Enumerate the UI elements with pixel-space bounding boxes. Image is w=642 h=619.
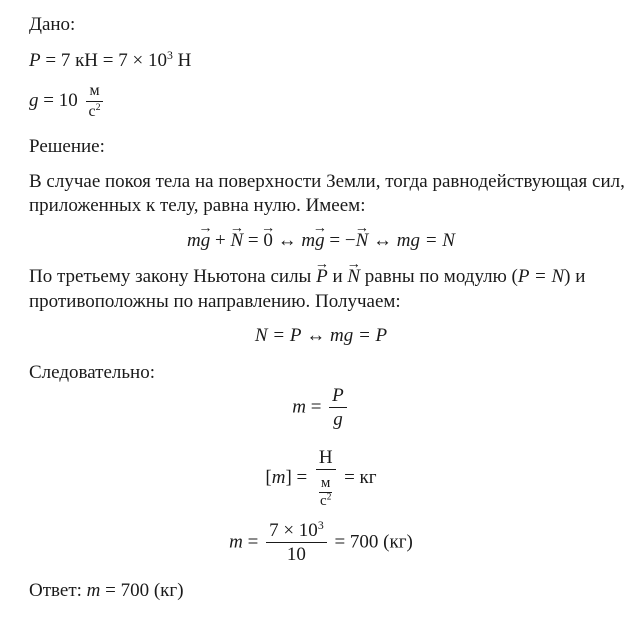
vector-g-2: → g [315,230,325,252]
vector-g: → g [201,230,211,252]
gravity-unit-denominator: $с^2$ [88,101,101,120]
weight-exponent: 3 [166,48,173,62]
solution-heading: Решение: [29,136,105,157]
equation-forces: m→ g + → N = → 0 ↔ m→ g = −→ N ↔ mg = N [0,230,642,252]
gravity-unit-fraction [85,83,103,121]
equation-n-p: N = P ↔ mg = P [254,325,388,346]
paragraph-1-line-2: приложенных к телу, равна нулю. Имеем: [29,195,366,216]
units-nested-fraction: м $с^2$ [320,474,332,509]
result-fraction: $\frac{7 \times 10^3}{10}$ [266,521,327,565]
equation-mass-formula: m = $\frac{P}{g}$ [0,386,642,430]
paragraph-2-line-2: противоположны по направлению. Получаем: [29,291,401,312]
gravity-unit-numerator: м [86,83,102,102]
paragraph-1-line-1: В случае покоя тела на поверхности Земли, тогда равнодействующая сил, [29,171,625,192]
vector-n-inline: → N [347,266,360,288]
given-weight [29,50,191,72]
answer-label: Ответ: [29,580,87,601]
mass-fraction: $\frac{P}{g}$ [329,386,347,430]
weight-value: = 7 кН = 7 × 10 [40,50,167,71]
weight-symbol: P [29,50,41,71]
consequently-label: Следовательно: [29,362,155,383]
paragraph-2-line-1: По третьему закону Ньютона силы → P и → N равны по модулю (P = N) и [29,266,585,288]
equation-mass-result: m = $\frac{7 \times 10^3}{10}$ = 700 (кг) [229,518,413,565]
scalar-equation: mg = N [396,230,455,251]
vector-p-inline: → P [316,266,328,288]
vector-n: → N [230,230,243,252]
vector-zero: → 0 [263,230,273,252]
given-heading: Дано: [29,14,76,35]
vector-n-2: → N [356,230,369,252]
gravity-value: = 10 [38,90,78,112]
answer: Ответ: m = 700 (кг) [29,580,184,601]
weight-unit: Н [172,50,192,71]
given-gravity [29,83,107,121]
units-fraction: Н м $с^2$ [315,448,336,509]
gravity-symbol: g [29,90,39,112]
equation-units: [m] = Н м $с^2$ = кг [265,447,377,509]
